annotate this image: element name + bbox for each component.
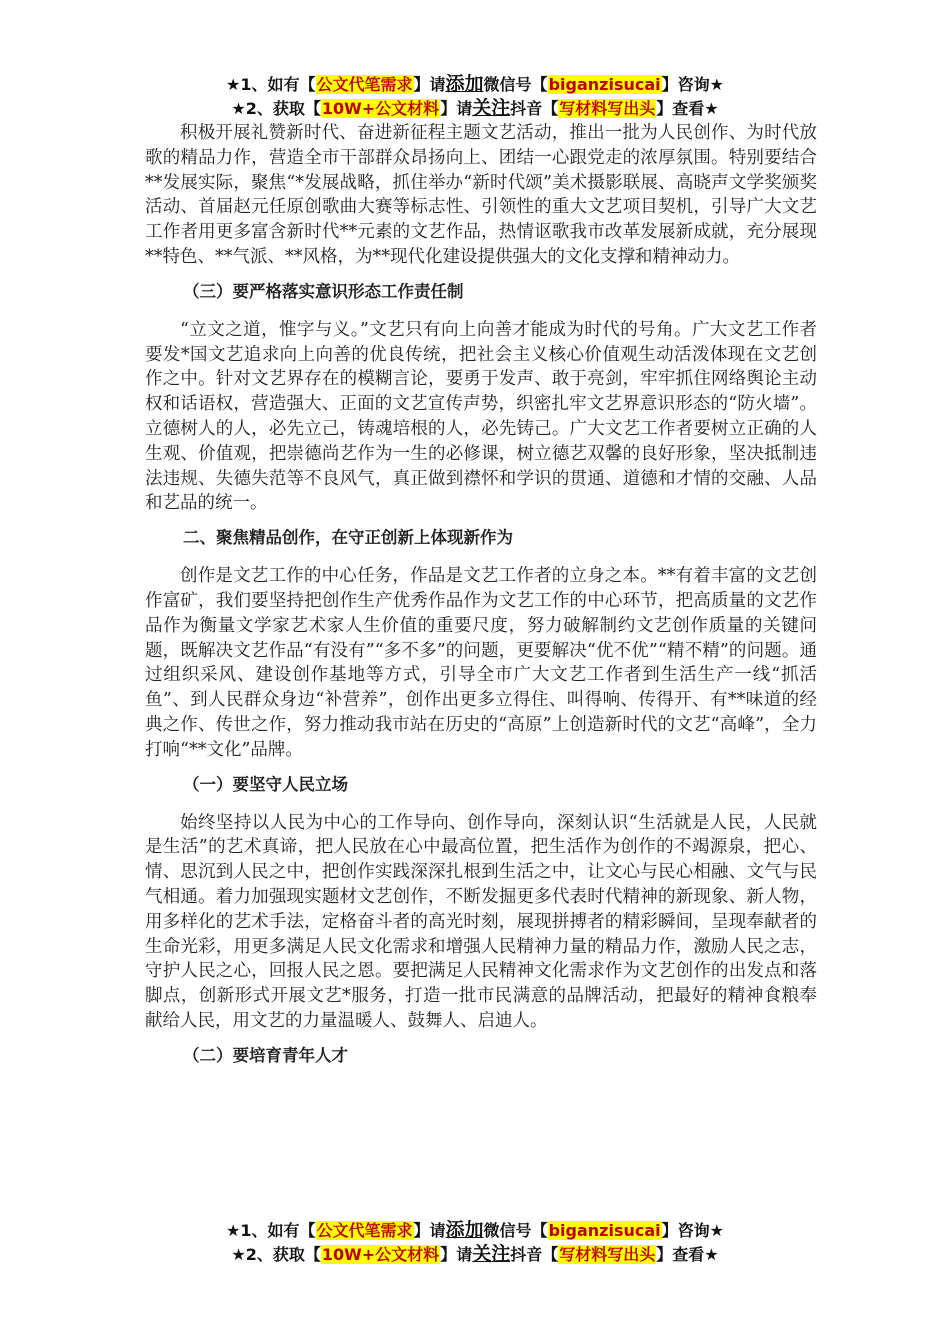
section-heading: （二）要培育青年人才 — [183, 1045, 348, 1065]
promo-text: ★2、获取【 — [231, 1245, 321, 1264]
promo-text: 】请 — [440, 1245, 473, 1264]
promo-text: 】查看★ — [656, 99, 719, 118]
promo-text: ★1、如有【 — [226, 75, 316, 94]
promo-highlight: biganzisucai — [548, 1221, 661, 1240]
paragraph: “立文之道，惟字与义。”文艺只有向上向善才能成为时代的号角。广大文艺工作者要发*国文艺追求向上向善的优良传统，把社会主义核心价值观生动活泼体现在文艺创作之中。针对文艺界存在的模糊言论，要勇于发声、敢于亮剑，牢牢抓住网络舆论主动权和话语权，营造强大、正面的文艺宣传声势，织密扎牢文艺界意识形态的“防火墙”。立德树人的人，必先立己，铸魂培根的人，必先铸己。广大文艺工作者要树立正确的人生观、价值观，把崇德尚艺作为一生的必修课，树立德艺双馨的良好形象，坚决抵制违法违规、失德失范等不良风气，真正做到襟怀和学识的贯通、道德和才情的交融、人品和艺品的统一。 — [145, 319, 817, 514]
section-heading: （三）要严格落实意识形态工作责任制 — [183, 281, 464, 301]
paragraph: 积极开展礼赞新时代、奋进新征程主题文艺活动，推出一批为人民创作、为时代放歌的精品力作，营造全市干部群众昂扬向上、团结一心跟党走的浓厚氛围。特别要结合**发展实际，聚焦“*发展战略，抓住举办“新时代颂”美术摄影联展、高晓声文学奖颁奖活动、首届赵元任原创歌曲大赛等标志性、引领性的重大文艺项目契机，引导广大文艺工作者用更多富含新时代**元素的文艺作品，热情讴歌我市改革发展新成就，充分展现**特色、**气派、**风格，为**现代化建设提供强大的文化支撑和精神动力。 — [145, 123, 817, 267]
promo-text: 】请 — [413, 1221, 446, 1240]
promo-text: 微信号【 — [483, 75, 548, 94]
promo-underlined: 关注 — [472, 97, 511, 119]
promo-underlined: 关注 — [472, 1243, 511, 1265]
paragraph: 创作是文艺工作的中心任务，作品是文艺工作者的立身之本。**有着丰富的文艺创作富矿，我们要坚持把创作生产优秀作品作为文艺工作的中心环节，把高质量的文艺作品作为衡量文学家艺术家人生价值的重要尺度，努力破解制约文艺创作质量的关键问题，既解决文艺作品“有没有”“多不多”的问题，更要解决“优不优”“精不精”的问题。通过组织采风、建设创作基地等方式，引导全市广大文艺工作者到生活生产一线“抓活鱼”、到人民群众身边“补营养”，创作出更多立得住、叫得响、传得开、有**味道的经典之作、传世之作，努力推动我市站在历史的“高原”上创造新时代的文艺“高峰”，全力打响“**文化”品牌。 — [145, 566, 817, 760]
promo-highlight: biganzisucai — [548, 75, 661, 94]
promo-underlined: 添加 — [445, 1219, 484, 1241]
promo-highlight: 写材料写出头 — [559, 99, 656, 118]
promo-line-2 — [0, 1242, 950, 1266]
promo-text: ★1、如有【 — [226, 1221, 316, 1240]
promo-text: 】请 — [413, 75, 446, 94]
section-heading: 二、聚焦精品创作，在守正创新上体现新作为 — [183, 528, 513, 548]
promo-banner-top — [0, 72, 950, 120]
paragraph: 始终坚持以人民为中心的工作导向、创作导向，深刻认识“生活就是人民，人民就是生活”的艺术真谛，把人民放在心中最高位置，把生活作为创作的不竭源泉，把心、情、思沉到人民之中，把创作实践深深扎根到生活之中，让文心与民心相融、文气与民气相通。着力加强现实题材文艺创作，不断发掘更多代表时代精神的新现象、新人物，用多样化的艺术手法，定格奋斗者的高光时刻，展现拼搏者的精彩瞬间，呈现奉献者的生命光彩，用更多满足人民文化需求和增强人民精神力量的精品力作，激励人民之志，守护人民之心，回报人民之恩。要把满足人民精神文化需求作为文艺创作的出发点和落脚点，创新形式开展文艺*服务，打造一批市民满意的品牌活动，把最好的精神食粮奉献给人民，用文艺的力量温暖人、鼓舞人、启迪人。 — [145, 812, 817, 1031]
promo-text: 抖音【 — [510, 1245, 559, 1264]
promo-highlight: 公文代笔需求 — [316, 75, 413, 94]
document-body — [145, 121, 817, 1068]
promo-text: 微信号【 — [483, 1221, 548, 1240]
promo-line-1 — [0, 72, 950, 96]
promo-text: 】咨询★ — [661, 75, 724, 94]
promo-underlined: 添加 — [445, 73, 484, 95]
promo-text: 】查看★ — [656, 1245, 719, 1264]
promo-line-2 — [0, 96, 950, 120]
promo-highlight: 公文代笔需求 — [316, 1221, 413, 1240]
promo-text: 抖音【 — [510, 99, 559, 118]
promo-text: 】请 — [440, 99, 473, 118]
promo-line-1 — [0, 1218, 950, 1242]
promo-banner-bottom — [0, 1218, 950, 1266]
promo-highlight: 写材料写出头 — [559, 1245, 656, 1264]
section-heading: （一）要坚守人民立场 — [183, 774, 348, 794]
promo-highlight: 10W+公文材料 — [321, 1245, 440, 1264]
promo-text: ★2、获取【 — [231, 99, 321, 118]
promo-text: 】咨询★ — [661, 1221, 724, 1240]
promo-highlight: 10W+公文材料 — [321, 99, 440, 118]
